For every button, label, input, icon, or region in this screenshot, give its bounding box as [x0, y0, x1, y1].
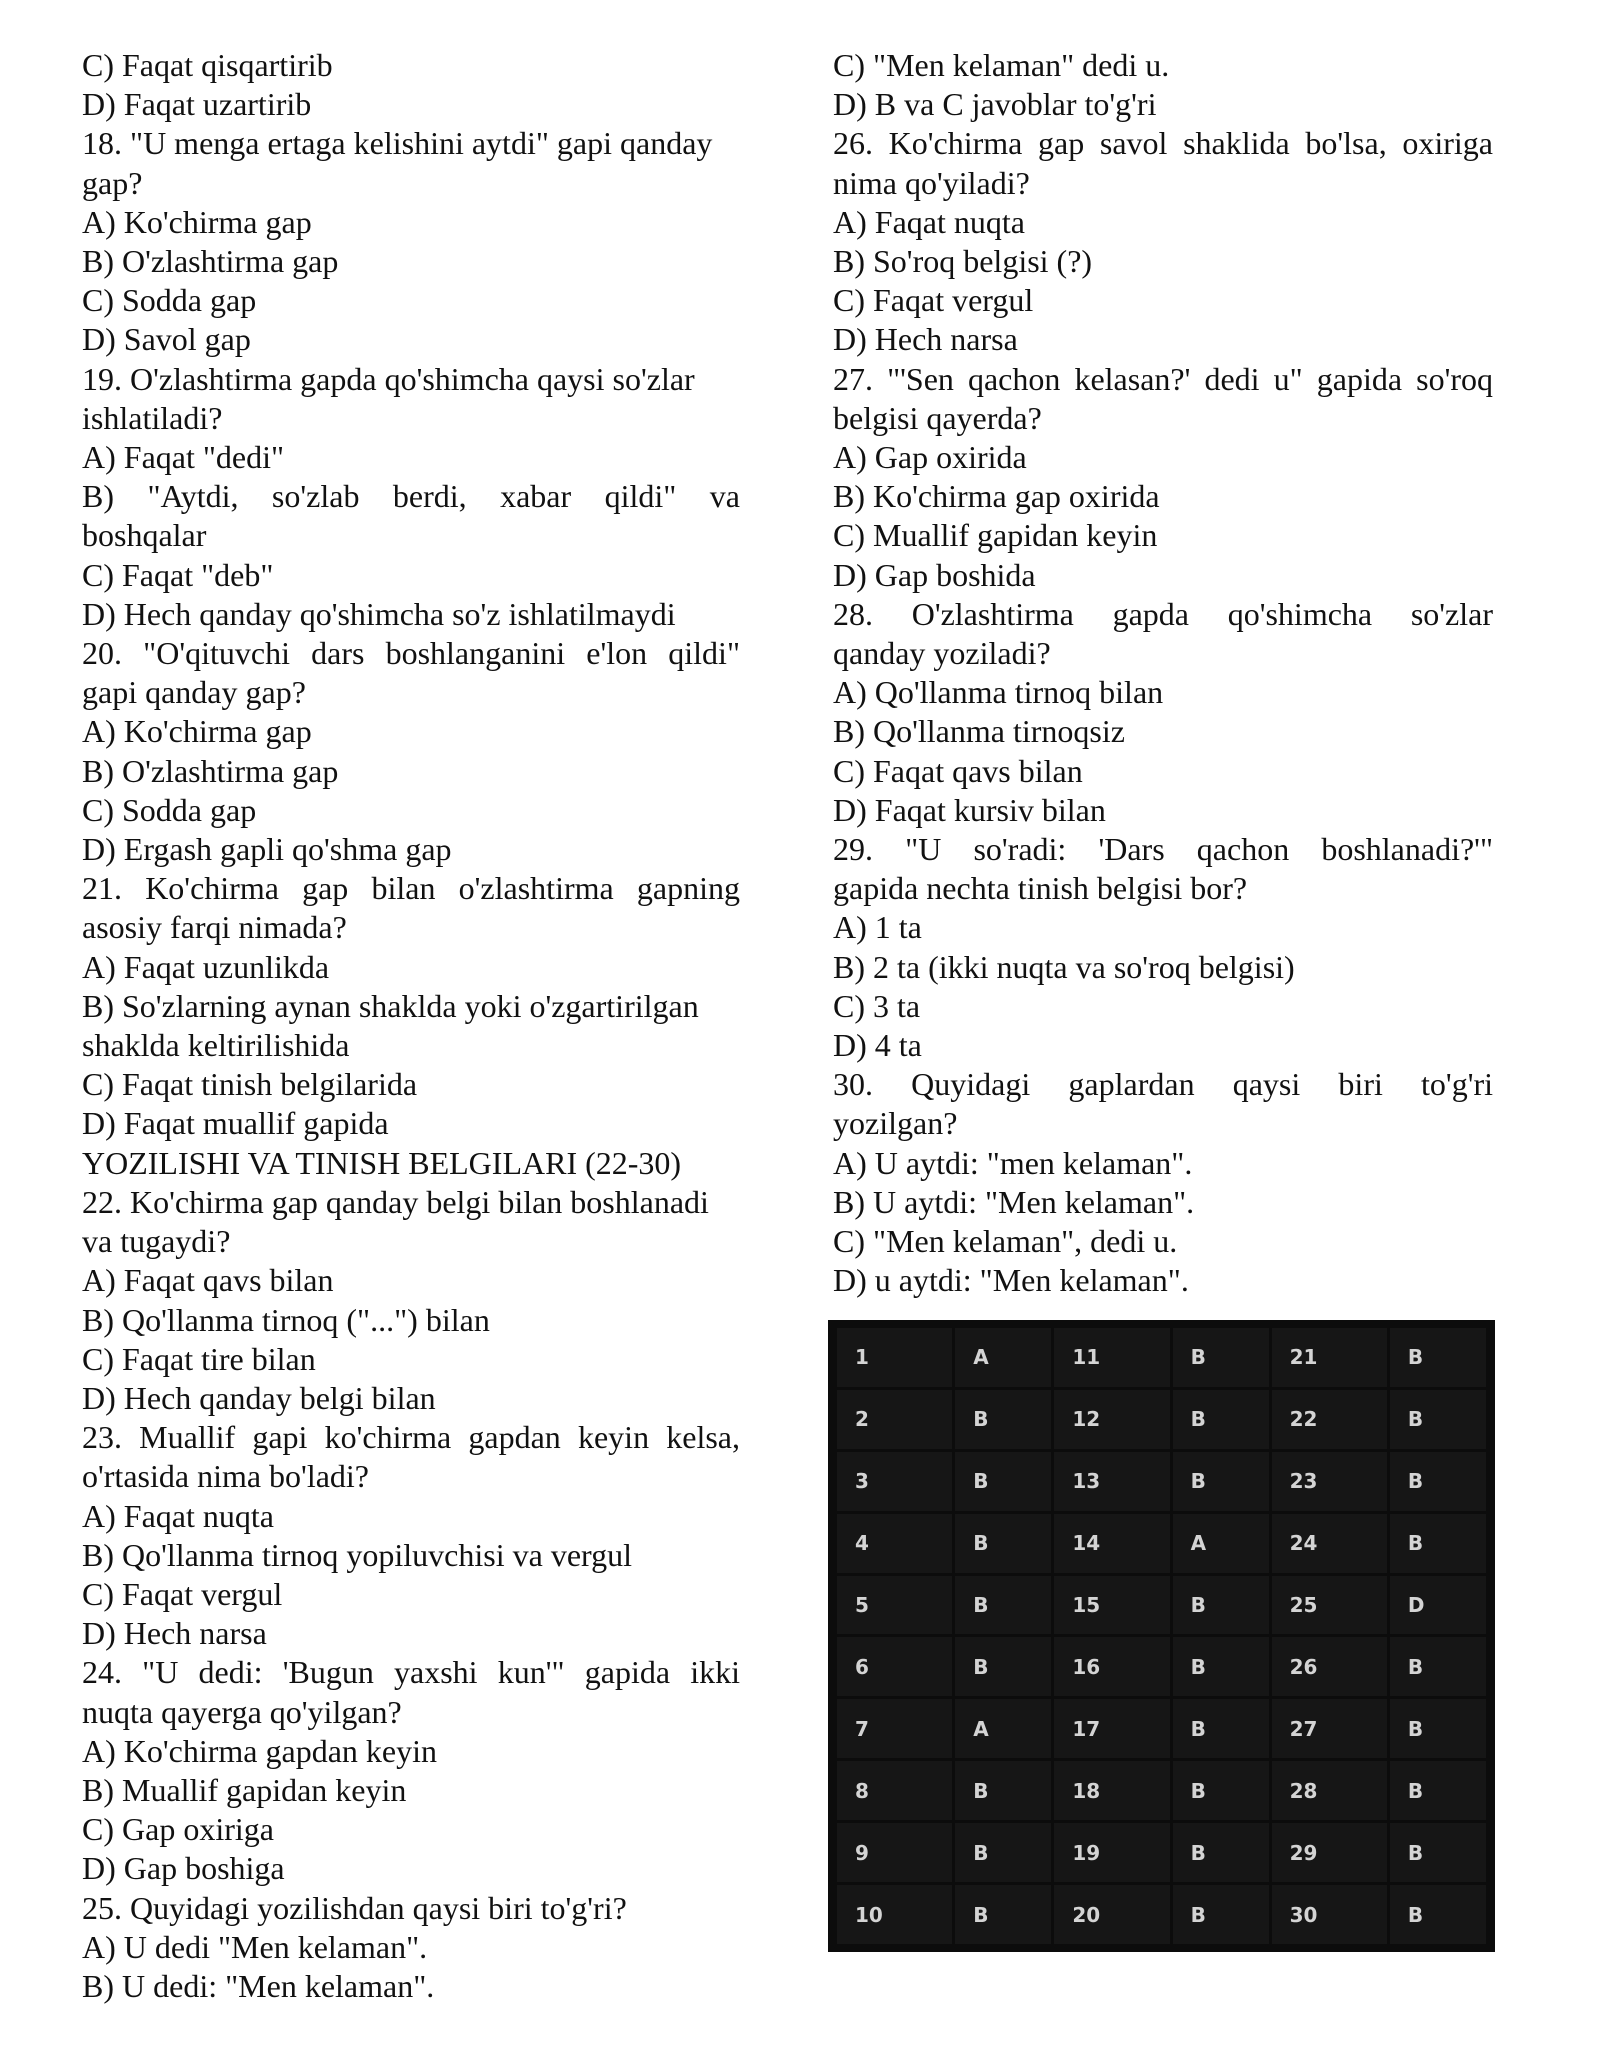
- question-number-cell: 24: [1272, 1514, 1387, 1573]
- text-line: C) "Men kelaman" dedi u.: [833, 47, 1170, 83]
- answer-key-row: [837, 1390, 1486, 1449]
- question-number-cell: 28: [1272, 1761, 1387, 1820]
- answer-letter-cell: B: [955, 1823, 1051, 1882]
- question-number-cell: 27: [1272, 1699, 1387, 1758]
- text-line: 29. "U so'radi: 'Dars qachon boshlanadi?'": [833, 831, 1493, 868]
- question-number-cell: 25: [1272, 1576, 1387, 1635]
- question-number-cell: 4: [837, 1514, 952, 1573]
- text-line: 30. Quyidagi gaplardan qaysi biri to'g'ri: [833, 1066, 1493, 1103]
- text-line: D) Faqat uzartirib: [82, 86, 312, 123]
- text-line: A) Faqat qavs bilan: [82, 1262, 334, 1299]
- question-number-cell: 20: [1054, 1885, 1169, 1944]
- answer-key-image: [828, 1320, 1495, 1952]
- text-line: B) 2 ta (ikki nuqta va so'roq belgisi): [833, 948, 1295, 985]
- answer-key-row: [837, 1761, 1486, 1820]
- answer-key-table: [834, 1325, 1489, 1947]
- answer-letter-cell: B: [1173, 1885, 1269, 1944]
- text-line: B) U aytdi: "Men kelaman".: [833, 1183, 1195, 1220]
- text-line: A) Faqat "dedi": [82, 439, 285, 476]
- text-line: C) Faqat tire bilan: [82, 1340, 316, 1377]
- question-number-cell: 10: [837, 1885, 952, 1944]
- text-line: 23. Muallif gapi ko'chirma gapdan keyin kelsa,: [82, 1419, 740, 1456]
- text-line: C) Faqat vergul: [833, 282, 1034, 319]
- text-line: o'rtasida nima bo'ladi?: [82, 1458, 369, 1495]
- text-line: D) 4 ta: [833, 1027, 922, 1064]
- text-line: D) Savol gap: [82, 321, 251, 358]
- answer-letter-cell: B: [955, 1637, 1051, 1696]
- question-number-cell: 1: [837, 1328, 952, 1387]
- answer-letter-cell: B: [1173, 1576, 1269, 1635]
- text-line: B) Qo'llanma tirnoq yopiluvchisi va vergul: [82, 1536, 632, 1573]
- text-line: A) 1 ta: [833, 909, 922, 946]
- text-line: gapi qanday gap?: [82, 674, 306, 711]
- text-line: ishlatiladi?: [82, 399, 223, 436]
- text-line: boshqalar: [82, 517, 207, 554]
- text-line: D) Hech qanday qo'shimcha so'z ishlatilmaydi: [82, 595, 676, 632]
- text-line: D) Hech narsa: [833, 321, 1018, 358]
- text-line: B) "Aytdi, so'zlab berdi, xabar qildi" va: [82, 478, 740, 515]
- right-column: [833, 46, 1493, 1301]
- text-line: D) Gap boshida: [833, 556, 1036, 593]
- question-number-cell: 11: [1054, 1328, 1169, 1387]
- text-line: asosiy farqi nimada?: [82, 909, 347, 946]
- text-line: B) Muallif gapidan keyin: [82, 1771, 407, 1808]
- text-line: 20. "O'qituvchi dars boshlanganini e'lon qildi": [82, 635, 740, 672]
- text-line: C) Faqat vergul: [82, 1575, 283, 1612]
- text-line: D) Gap boshiga: [82, 1850, 285, 1887]
- answer-letter-cell: B: [1173, 1452, 1269, 1511]
- text-line: C) Faqat tinish belgilarida: [82, 1066, 418, 1103]
- text-line: YOZILISHI VA TINISH BELGILARI (22-30): [82, 1144, 682, 1181]
- text-line: D) Faqat kursiv bilan: [833, 791, 1106, 828]
- text-line: C) Faqat qavs bilan: [833, 752, 1083, 789]
- text-line: C) "Men kelaman", dedi u.: [833, 1223, 1178, 1260]
- text-line: nima qo'yiladi?: [833, 164, 1030, 201]
- question-number-cell: 29: [1272, 1823, 1387, 1882]
- question-number-cell: 18: [1054, 1761, 1169, 1820]
- text-line: D) Ergash gapli qo'shma gap: [82, 831, 452, 868]
- question-number-cell: 8: [837, 1761, 952, 1820]
- answer-letter-cell: B: [1173, 1390, 1269, 1449]
- answer-key-row: [837, 1514, 1486, 1573]
- text-line: 24. "U dedi: 'Bugun yaxshi kun'" gapida ikki: [82, 1654, 740, 1691]
- answer-letter-cell: B: [1173, 1328, 1269, 1387]
- text-line: 22. Ko'chirma gap qanday belgi bilan boshlanadi: [82, 1183, 709, 1220]
- question-number-cell: 23: [1272, 1452, 1387, 1511]
- answer-letter-cell: B: [955, 1576, 1051, 1635]
- question-number-cell: 16: [1054, 1637, 1169, 1696]
- text-line: B) Ko'chirma gap oxirida: [833, 478, 1160, 515]
- answer-key-row: [837, 1637, 1486, 1696]
- question-number-cell: 12: [1054, 1390, 1169, 1449]
- text-line: B) O'zlashtirma gap: [82, 752, 339, 789]
- answer-letter-cell: B: [1390, 1637, 1486, 1696]
- text-line: A) Ko'chirma gapdan keyin: [82, 1732, 437, 1769]
- text-line: nuqta qayerga qo'yilgan?: [82, 1693, 402, 1730]
- text-line: A) Faqat nuqta: [82, 1497, 274, 1534]
- answer-letter-cell: B: [1390, 1885, 1486, 1944]
- answer-letter-cell: B: [955, 1390, 1051, 1449]
- question-number-cell: 30: [1272, 1885, 1387, 1944]
- answer-letter-cell: D: [1390, 1576, 1486, 1635]
- text-line: C) Muallif gapidan keyin: [833, 517, 1158, 554]
- text-line: 25. Quyidagi yozilishdan qaysi biri to'g'ri?: [82, 1889, 627, 1926]
- question-number-cell: 14: [1054, 1514, 1169, 1573]
- question-number-cell: 9: [837, 1823, 952, 1882]
- question-number-cell: 19: [1054, 1823, 1169, 1882]
- answer-key-row: [837, 1452, 1486, 1511]
- text-line: A) Gap oxirida: [833, 439, 1027, 476]
- question-number-cell: 5: [837, 1576, 952, 1635]
- text-line: belgisi qayerda?: [833, 399, 1042, 436]
- answer-letter-cell: A: [955, 1699, 1051, 1758]
- text-line: B) So'zlarning aynan shaklda yoki o'zgartirilgan: [82, 987, 699, 1024]
- answer-letter-cell: B: [1390, 1328, 1486, 1387]
- text-line: 26. Ko'chirma gap savol shaklida bo'lsa, oxiriga: [833, 125, 1493, 162]
- answer-letter-cell: B: [955, 1885, 1051, 1944]
- text-line: B) Qo'llanma tirnoq ("...") bilan: [82, 1301, 490, 1338]
- answer-letter-cell: B: [955, 1514, 1051, 1573]
- answer-letter-cell: B: [1390, 1699, 1486, 1758]
- text-line: C) Sodda gap: [82, 791, 257, 828]
- answer-letter-cell: B: [955, 1452, 1051, 1511]
- text-line: qanday yoziladi?: [833, 635, 1051, 672]
- question-number-cell: 6: [837, 1637, 952, 1696]
- text-line: A) Ko'chirma gap: [82, 203, 312, 240]
- text-line: D) Faqat muallif gapida: [82, 1105, 389, 1142]
- answer-key-row: [837, 1576, 1486, 1635]
- text-line: yozilgan?: [833, 1105, 958, 1142]
- question-number-cell: 15: [1054, 1576, 1169, 1635]
- text-line: A) Qo'llanma tirnoq bilan: [833, 674, 1164, 711]
- text-line: 21. Ko'chirma gap bilan o'zlashtirma gapning: [82, 870, 740, 907]
- answer-letter-cell: B: [1390, 1452, 1486, 1511]
- text-line: shaklda keltirilishida: [82, 1027, 350, 1064]
- question-number-cell: 2: [837, 1390, 952, 1449]
- text-line: gap?: [82, 164, 143, 201]
- text-line: C) Faqat "deb": [82, 556, 274, 593]
- text-line: gapida nechta tinish belgisi bor?: [833, 870, 1248, 907]
- answer-letter-cell: B: [1390, 1390, 1486, 1449]
- text-line: B) U dedi: "Men kelaman".: [82, 1967, 435, 2004]
- answer-letter-cell: A: [955, 1328, 1051, 1387]
- question-number-cell: 21: [1272, 1328, 1387, 1387]
- text-line: 27. "'Sen qachon kelasan?' dedi u" gapida so'roq: [833, 360, 1493, 397]
- answer-letter-cell: B: [1390, 1761, 1486, 1820]
- text-line: C) Gap oxiriga: [82, 1811, 274, 1848]
- answer-key-row: [837, 1823, 1486, 1882]
- answer-letter-cell: B: [1173, 1761, 1269, 1820]
- question-number-cell: 22: [1272, 1390, 1387, 1449]
- text-line: va tugaydi?: [82, 1223, 231, 1260]
- question-number-cell: 7: [837, 1699, 952, 1758]
- text-line: D) u aytdi: "Men kelaman".: [833, 1262, 1189, 1299]
- question-number-cell: 17: [1054, 1699, 1169, 1758]
- text-line: C) Faqat qisqartirib: [82, 47, 333, 83]
- text-line: D) Hech qanday belgi bilan: [82, 1379, 436, 1416]
- answer-key-row: [837, 1699, 1486, 1758]
- question-number-cell: 13: [1054, 1452, 1169, 1511]
- text-line: B) Qo'llanma tirnoqsiz: [833, 713, 1125, 750]
- text-line: B) So'roq belgisi (?): [833, 243, 1093, 280]
- answer-letter-cell: A: [1173, 1514, 1269, 1573]
- text-line: A) Ko'chirma gap: [82, 713, 312, 750]
- text-line: 18. "U menga ertaga kelishini aytdi" gapi qanday: [82, 125, 713, 162]
- question-number-cell: 26: [1272, 1637, 1387, 1696]
- text-line: C) 3 ta: [833, 987, 921, 1024]
- answer-letter-cell: B: [955, 1761, 1051, 1820]
- answer-key-row: [837, 1328, 1486, 1387]
- answer-letter-cell: B: [1390, 1514, 1486, 1573]
- text-line: 19. O'zlashtirma gapda qo'shimcha qaysi so'zlar: [82, 360, 695, 397]
- answer-key-row: [837, 1885, 1486, 1944]
- text-line: A) U aytdi: "men kelaman".: [833, 1144, 1193, 1181]
- left-column: [82, 46, 740, 2006]
- text-line: A) Faqat nuqta: [833, 203, 1025, 240]
- answer-letter-cell: B: [1173, 1823, 1269, 1882]
- answer-letter-cell: B: [1390, 1823, 1486, 1882]
- question-number-cell: 3: [837, 1452, 952, 1511]
- answer-letter-cell: B: [1173, 1699, 1269, 1758]
- text-line: C) Sodda gap: [82, 282, 257, 319]
- text-line: B) O'zlashtirma gap: [82, 243, 339, 280]
- text-line: A) U dedi "Men kelaman".: [82, 1928, 428, 1965]
- text-line: D) B va C javoblar to'g'ri: [833, 86, 1157, 123]
- answer-letter-cell: B: [1173, 1637, 1269, 1696]
- text-line: D) Hech narsa: [82, 1615, 267, 1652]
- text-line: 28. O'zlashtirma gapda qo'shimcha so'zlar: [833, 595, 1493, 632]
- text-line: A) Faqat uzunlikda: [82, 948, 330, 985]
